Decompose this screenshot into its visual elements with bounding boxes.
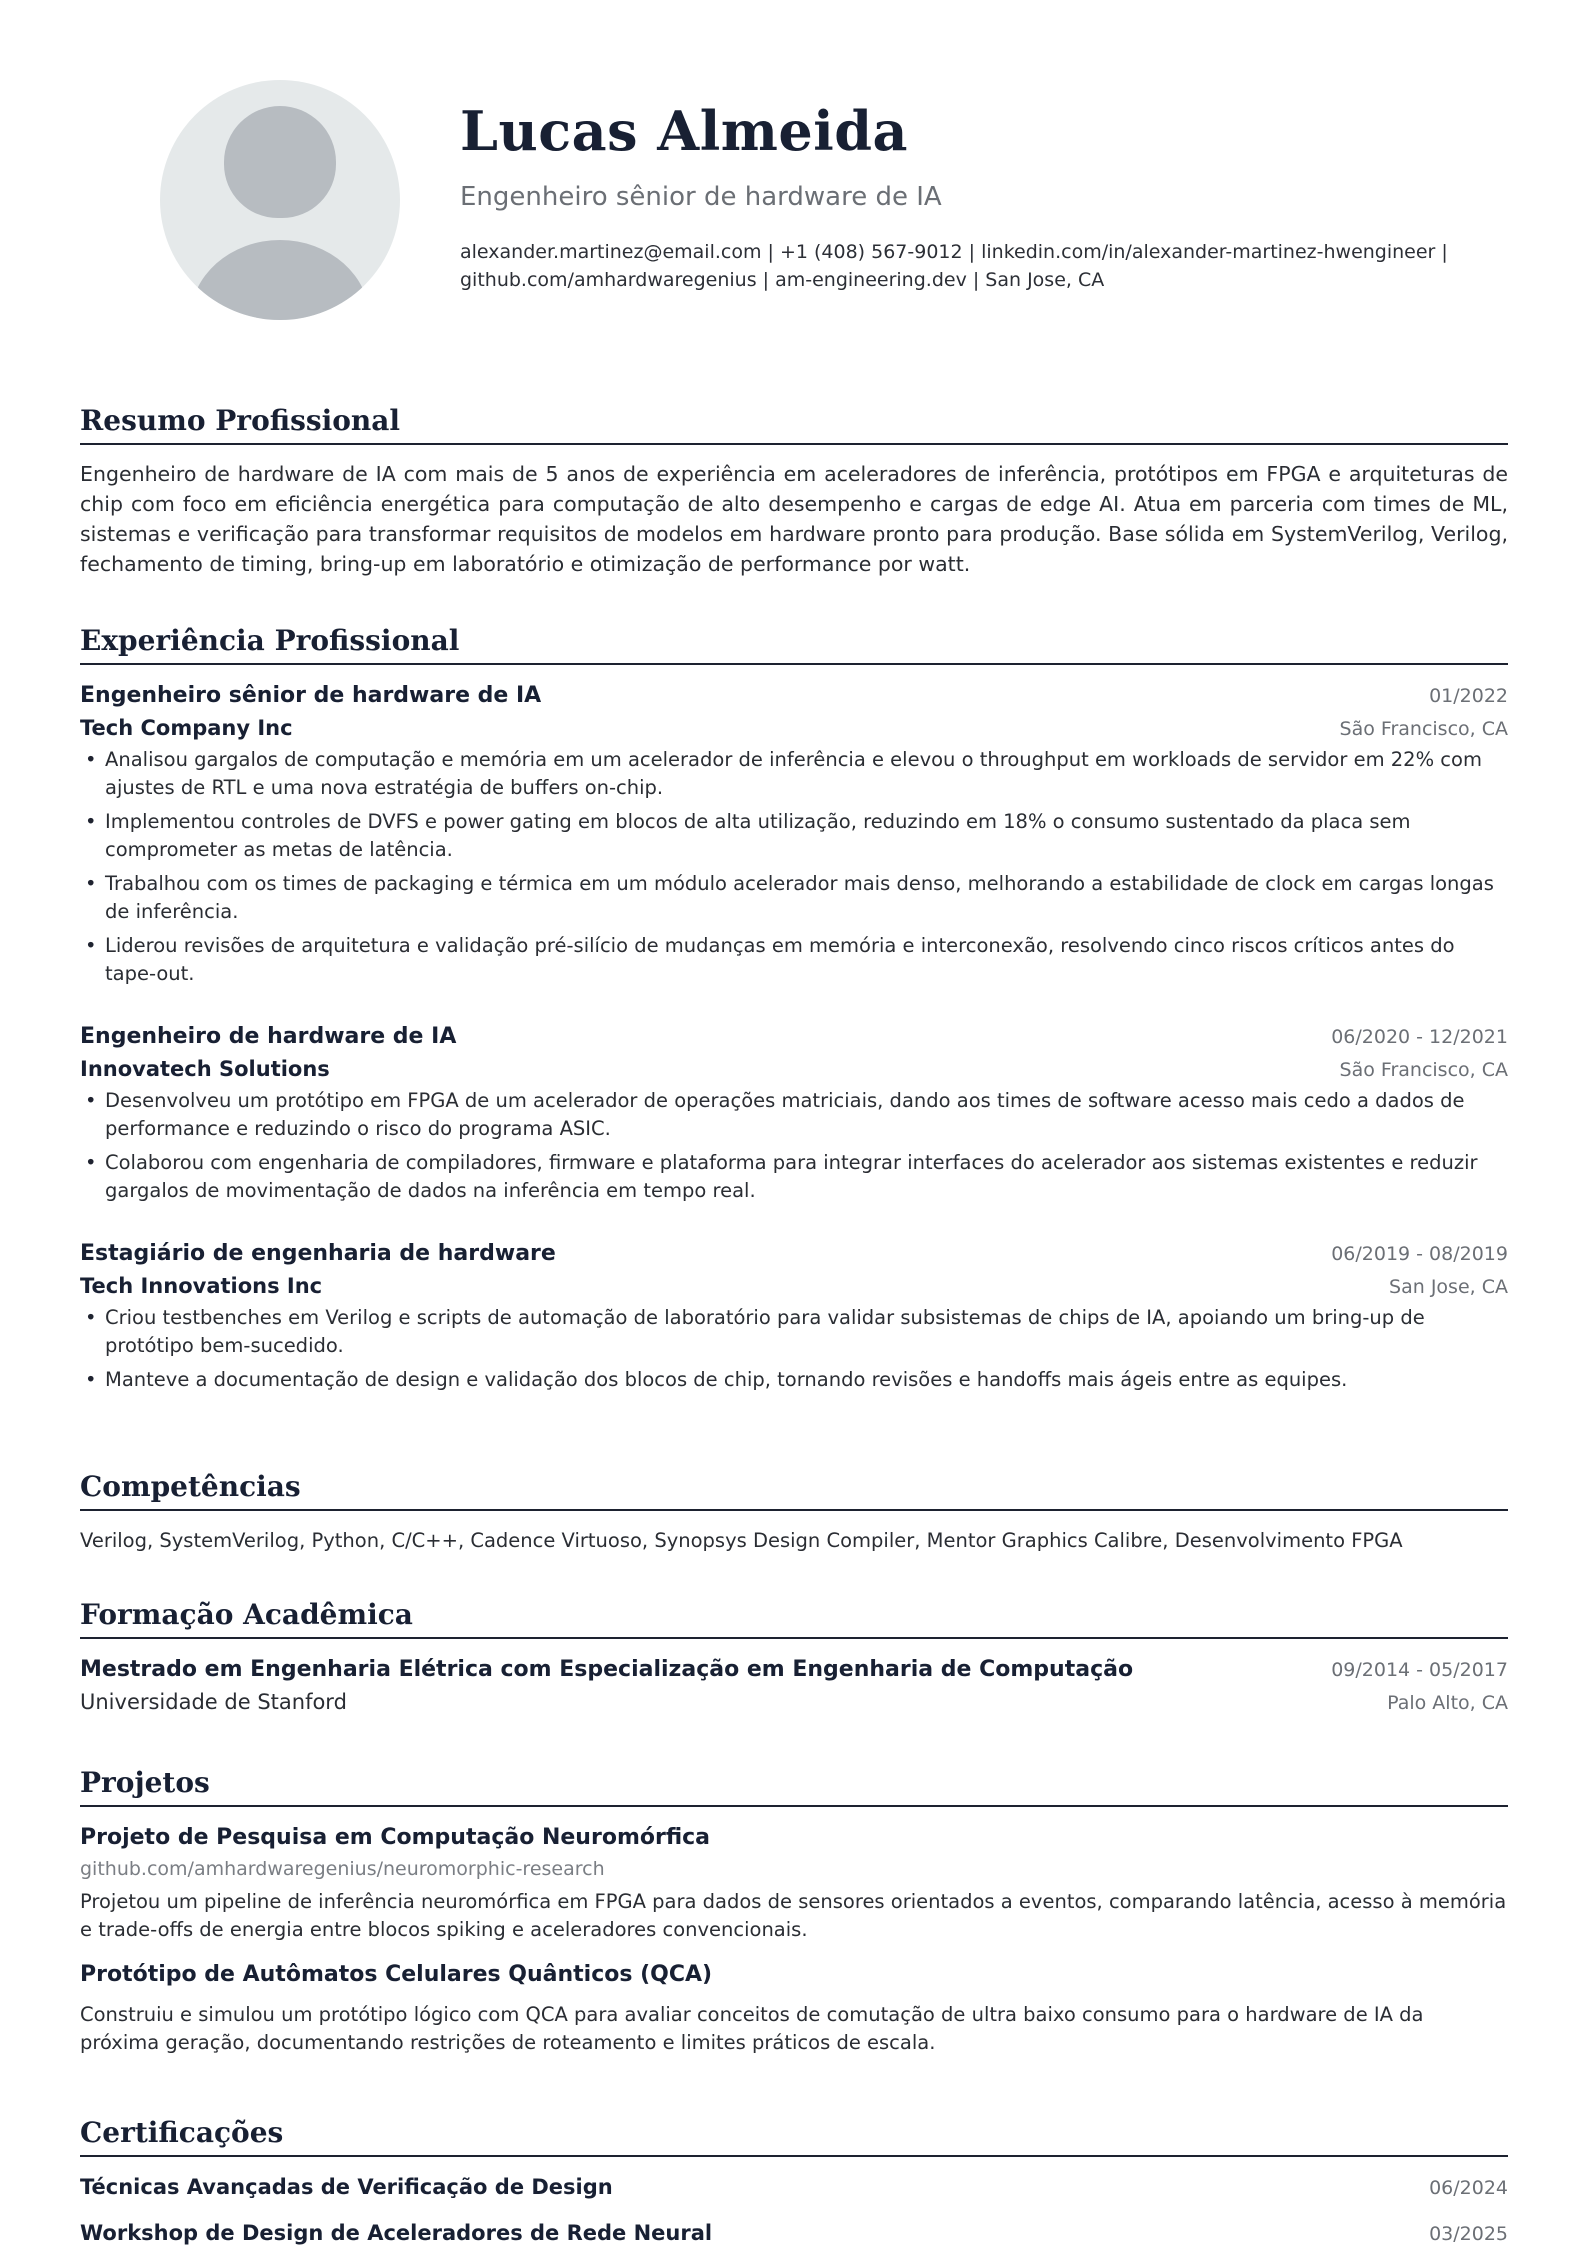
job-title: Estagiário de engenharia de hardware [80, 1241, 556, 1266]
job-bullet: • Desenvolveu um protótipo em FPGA de um acelerador de operações matriciais, dando aos times de software acesso mais cedo a dados de performance e reduzindo o risco do programa ASIC. [80, 1087, 1508, 1143]
job-location: São Francisco, CA [1339, 1059, 1508, 1081]
job-bullet: • Criou testbenches em Verilog e scripts de automação de laboratório para validar subsistemas de chips de IA, apoiando um bring-up de protótipo bem-sucedido. [80, 1304, 1508, 1360]
contact-info [460, 238, 1588, 294]
certification-name: Workshop de Design de Aceleradores de Rede Neural [80, 2221, 713, 2245]
skills-list: Verilog, SystemVerilog, Python, C/C++, Cadence Virtuoso, Synopsys Design Compiler, Mentor Graphics Calibre, Desenvolvimento FPGA [80, 1529, 1403, 1552]
education-degree: Mestrado em Engenharia Elétrica com Especialização em Engenharia de Computação [80, 1657, 1134, 1682]
job-bullet: • Analisou gargalos de computação e memória em um acelerador de inferência e elevou o throughput em workloads de servidor em 22% com ajustes de RTL e uma nova estratégia de buffers on-chip. [80, 746, 1508, 802]
avatar-body-shape [190, 240, 370, 320]
section-title-skills: Competências [80, 1470, 1508, 1511]
job-bullet: • Implementou controles de DVFS e power gating em blocos de alta utilização, reduzindo em 18% o consumo sustentado da placa sem comprometer as metas de latência. [80, 808, 1508, 864]
project-title: Projeto de Pesquisa em Computação Neuromórfica [80, 1825, 711, 1850]
job-company: Innovatech Solutions [80, 1057, 330, 1081]
header-text [460, 100, 1588, 294]
certification-name: Técnicas Avançadas de Verificação de Design [80, 2175, 613, 2199]
job-entry [80, 1024, 1508, 1205]
certification-date: 06/2024 [1429, 2177, 1508, 2199]
job-location: São Francisco, CA [1339, 718, 1508, 740]
job-title: Engenheiro de hardware de IA [80, 1024, 457, 1049]
section-title-experience: Experiência Profissional [80, 624, 1508, 665]
resume-header [80, 0, 1508, 400]
job-bullet: • Colaborou com engenharia de compiladores, firmware e plataforma para integrar interfaces do acelerador aos sistemas existentes e reduzir gargalos de movimentação de dados na inferência em tempo real. [80, 1149, 1508, 1205]
job-bullets [80, 1304, 1508, 1394]
experience-section [80, 624, 1508, 1400]
avatar [160, 80, 400, 320]
candidate-headline: Engenheiro sênior de hardware de IA [460, 182, 942, 213]
certification-item [80, 2221, 1508, 2245]
project-entry [80, 1962, 1508, 2057]
job-bullets [80, 746, 1508, 988]
project-description: Construiu e simulou um protótipo lógico com QCA para avaliar conceitos de comutação de ultra baixo consumo para o hardware de IA da próxima geração, documentando restrições de roteamento e limites práticos de escala. [80, 2003, 1424, 2054]
job-date: 06/2020 - 12/2021 [1331, 1026, 1508, 1048]
job-title: Engenheiro sênior de hardware de IA [80, 683, 542, 708]
job-company: Tech Company Inc [80, 716, 293, 740]
certifications-section [80, 2116, 1508, 2245]
certification-date: 03/2025 [1429, 2223, 1508, 2245]
contact-line-1: alexander.martinez@email.com | +1 (408) 567-9012 | linkedin.com/in/alexander-martinez-hwengineer | [460, 241, 1448, 264]
project-description: Projetou um pipeline de inferência neuromórfica em FPGA para dados de sensores orientados a eventos, comparando latência, acesso à memória e trade-offs de energia entre blocos spiking e aceleradores convencionais. [80, 1890, 1507, 1941]
projects-section [80, 1766, 1508, 2057]
certification-item [80, 2175, 1508, 2199]
job-company: Tech Innovations Inc [80, 1274, 323, 1298]
section-title-education: Formação Acadêmica [80, 1598, 1508, 1639]
section-title-summary: Resumo Profissional [80, 404, 1508, 445]
section-title-certifications: Certificações [80, 2116, 1508, 2157]
contact-line-2: github.com/amhardwaregenius | am-engineering.dev | San Jose, CA [460, 269, 1105, 292]
job-bullet: • Trabalhou com os times de packaging e térmica em um módulo acelerador mais denso, melhorando a estabilidade de clock em cargas longas de inferência. [80, 870, 1508, 926]
section-title-projects: Projetos [80, 1766, 1508, 1807]
job-entry [80, 683, 1508, 988]
summary-text: Engenheiro de hardware de IA com mais de 5 anos de experiência em aceleradores de inferência, protótipos em FPGA e arquiteturas de chip com foco em eficiência energética para computação de alto desempenho e cargas de edge AI. Atua em parceria com times de ML, sistemas e verificação para transformar requisitos de modelos em hardware pronto para produção. Base sólida em SystemVerilog, Verilog, fechamento de timing, bring-up em laboratório e otimização de performance por watt. [80, 462, 1508, 576]
education-school: Universidade de Stanford [80, 1690, 347, 1714]
job-entry [80, 1241, 1508, 1394]
job-location: San Jose, CA [1389, 1276, 1508, 1298]
job-date: 06/2019 - 08/2019 [1331, 1243, 1508, 1265]
project-title: Protótipo de Autômatos Celulares Quânticos (QCA) [80, 1962, 713, 1987]
project-link[interactable]: github.com/amhardwaregenius/neuromorphic-research [80, 1858, 605, 1880]
job-bullet: • Liderou revisões de arquitetura e validação pré-silício de mudanças em memória e interconexão, resolvendo cinco riscos críticos antes do tape-out. [80, 932, 1508, 988]
education-date: 09/2014 - 05/2017 [1331, 1659, 1508, 1681]
candidate-name: Lucas Almeida [460, 99, 908, 163]
job-date: 01/2022 [1429, 685, 1508, 707]
project-entry [80, 1825, 1508, 1944]
avatar-head-shape [224, 106, 336, 218]
education-location: Palo Alto, CA [1387, 1692, 1508, 1714]
skills-section [80, 1470, 1508, 1552]
education-section [80, 1598, 1508, 1714]
job-bullets [80, 1087, 1508, 1205]
summary-section [80, 404, 1508, 579]
job-bullet: • Manteve a documentação de design e validação dos blocos de chip, tornando revisões e handoffs mais ágeis entre as equipes. [80, 1366, 1508, 1394]
